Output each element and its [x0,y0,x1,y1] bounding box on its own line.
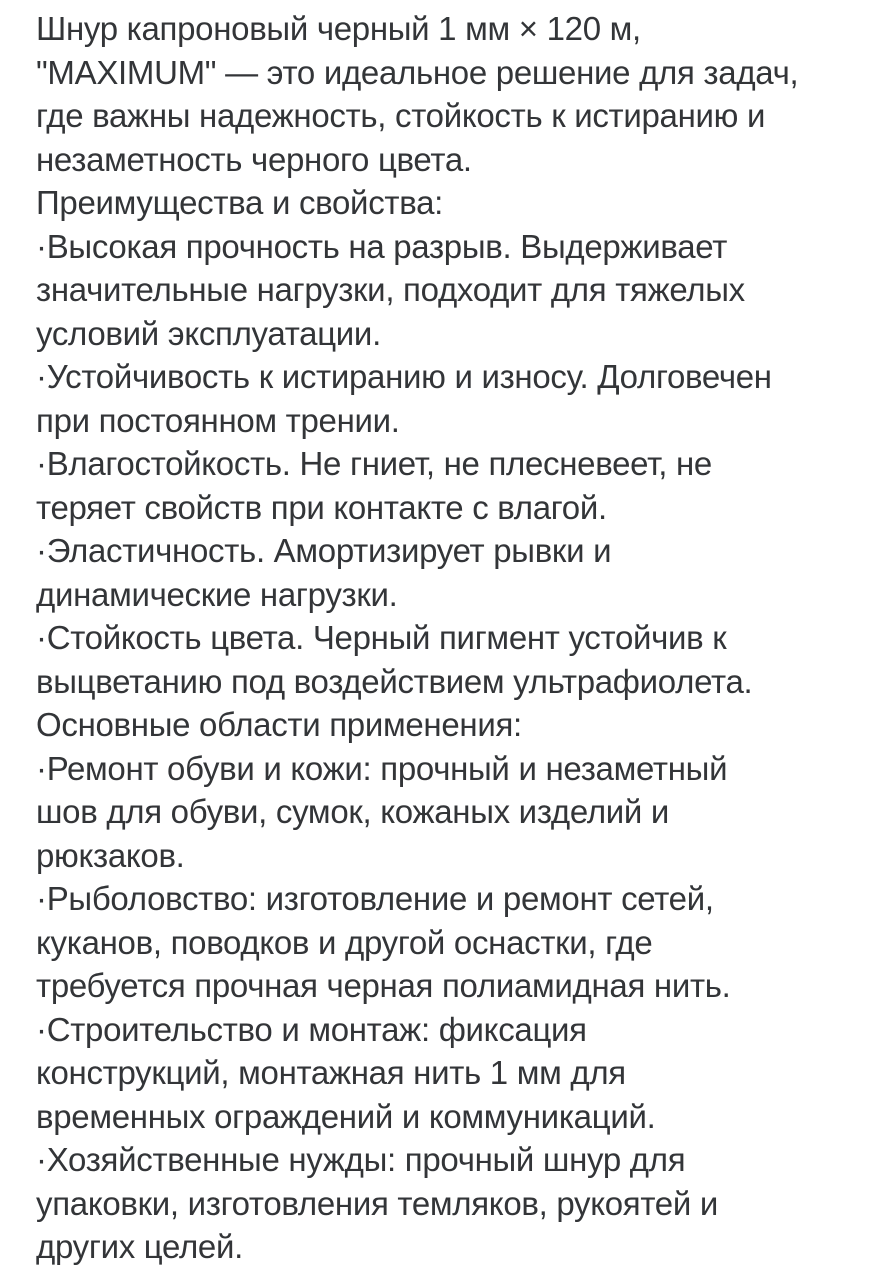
description-line: выцветанию под воздействием ультрафиолета. [36,662,753,700]
description-line: при постоянном трении. [36,401,400,439]
description-line: незаметность черного цвета. [36,140,472,178]
description-line: ·Эластичность. Амортизирует рывки и [36,532,612,569]
description-line: ·Высокая прочность на разрыв. Выдерживает [36,227,728,265]
description-line: Основные области применения: [36,706,522,743]
description-line: теряет свойств при контакте с влагой. [36,488,607,526]
description-line: где важны надежность, стойкость к истиранию и [36,97,766,134]
description-line: динамические нагрузки. [36,575,398,613]
description-line: требуется прочная черная полиамидная нить. [36,967,731,1004]
description-line: "MAXIMUM" — это идеальное решение для задач, [36,53,799,91]
description-line: ·Хозяйственные нужды: прочный шнур для [36,1141,686,1178]
description-line: ·Влагостойкость. Не гниет, не плесневеет, не [36,445,712,482]
description-line: других целей. [36,1228,243,1265]
description-line: шов для обуви, сумок, кожаных изделий и [36,793,670,830]
description-line: временных ограждений и коммуникаций. [36,1097,656,1135]
description-line: Преимущества и свойства: [36,184,443,221]
description-line: ·Устойчивость к истиранию и износу. Долговечен [36,358,772,395]
description-line: значительные нагрузки, подходит для тяжелых [36,271,745,308]
description-line: условий эксплуатации. [36,314,381,352]
description-line: Шнур капроновый черный 1 мм × 120 м, [36,10,641,47]
description-line: ·Ремонт обуви и кожи: прочный и незаметный [36,749,728,787]
description-line: ·Стойкость цвета. Черный пигмент устойчив к [36,619,727,656]
description-line: ·Строительство и монтаж: фиксация [36,1010,587,1048]
description-line: куканов, поводков и другой оснастки, где [36,923,653,961]
description-line: рюкзаков. [36,836,185,874]
description-line: упаковки, изготовления темляков, рукоятей и [36,1184,718,1222]
description-line: конструкций, монтажная нить 1 мм для [36,1054,626,1091]
description-line: ·Рыболовство: изготовление и ремонт сетей, [36,880,714,917]
